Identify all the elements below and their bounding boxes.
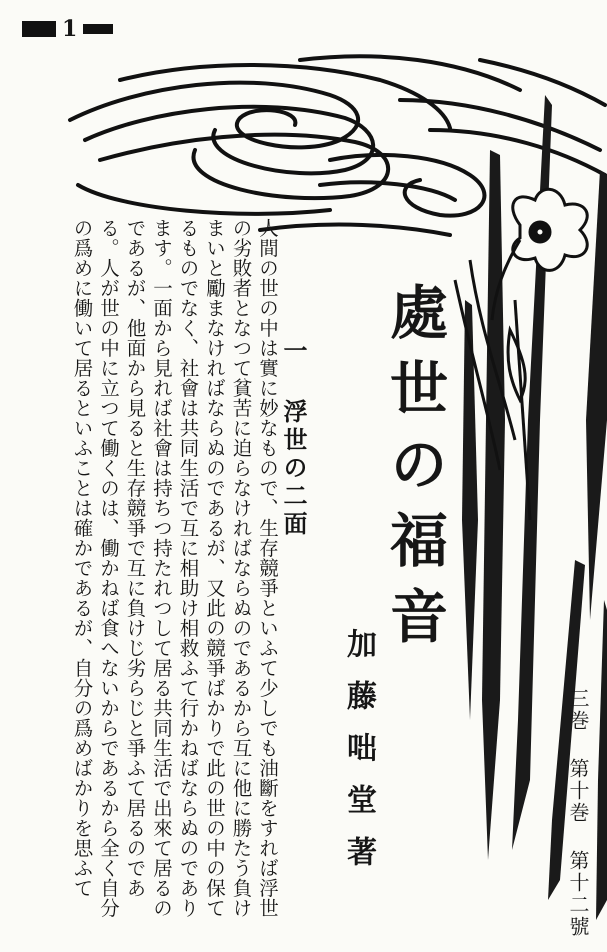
issue-label: 三巻 第十巻 第十二號 xyxy=(566,688,590,938)
page-number: 1 xyxy=(62,16,78,42)
author-byline: 加藤咄堂著 xyxy=(341,628,376,888)
article-title: 處世の福音 xyxy=(380,282,448,662)
section-heading: 一 浮世の二面 xyxy=(279,338,308,539)
article-body: 人間の世の中は實に妙なもので、生存競爭といふて少しでも油斷をすれば浮世の劣敗者となつて貧苦に迫らなければならぬのであるから互に他に勝たう負けまいと勵まなければならぬのであるが、又此の競爭ばかりで此の世の中の保てるものでなく、社會は共同生活で互に相助け相救ふて行かねばならぬのであります。一面から見れば社會は持ちつ持たれつして居る共同生活で出來て居るのであるが、他面から見ると生存競爭で互に負けじ劣らじと爭ふて居るのである。人が世の中に立つて働くのは、働かねば食へないからであるから全く自分の爲めに働いて居るといふことは確かであるが、自分の爲めばかりを思ふて xyxy=(70,218,279,918)
